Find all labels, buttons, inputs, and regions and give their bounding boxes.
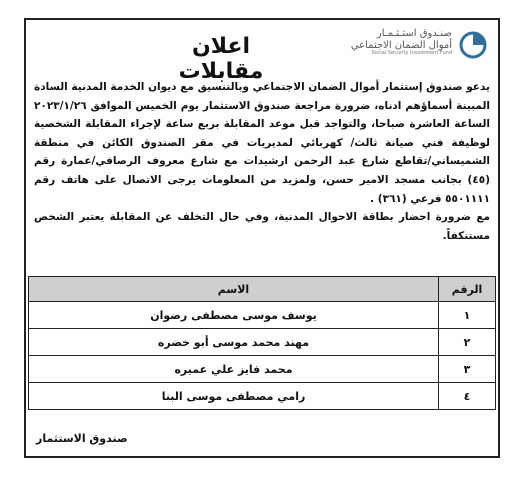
table-row bbox=[29, 302, 496, 329]
column-header-number: الرقم bbox=[439, 277, 496, 302]
table-row bbox=[29, 356, 496, 383]
fund-logo-text bbox=[348, 28, 452, 57]
fund-logo-english-name: Social Security Investment Fund bbox=[371, 50, 452, 56]
fund-logo-name-line1: صنـدوق استـثـمـار bbox=[376, 28, 452, 39]
row-number: ٣ bbox=[439, 356, 496, 383]
row-name: رامي مصطفى موسى البنا bbox=[29, 383, 439, 410]
row-name: مهند محمد موسى أبو خضره bbox=[29, 329, 439, 356]
column-header-name: الاسم bbox=[29, 277, 439, 302]
row-number: ١ bbox=[439, 302, 496, 329]
row-name: محمد فايز علي عميره bbox=[29, 356, 439, 383]
fund-logo bbox=[348, 28, 488, 72]
fund-logo-name-line2: أموال الضمان الاجتماعي bbox=[350, 39, 452, 51]
announcement-paragraph-note: مع ضرورة احضار بطاقة الاحوال المدنية، وفي حال التخلف عن المقابلة يعتبر الشخص مستنكفاً. bbox=[34, 211, 490, 242]
announcement-header bbox=[26, 20, 498, 84]
candidates-table bbox=[28, 276, 496, 410]
announcement-title: اعلان مقابلات bbox=[178, 34, 264, 84]
announcement-paragraph-main: يدعو صندوق إستثمار أموال الضمان الاجتماعي وبالتنسيق مع ديوان الخدمة المدنية السادة المبينة أسماؤهم ادناه، ضرورة مراجعة صندوق الاستثمار يوم الخميس الموافق ٢٠٢٣/١/٢٦ الساعة العاشرة صباحا، والتواجد قبل موعد المقابلة بربع ساعة لإجراء المقابلة الشخصية لوظيفة فني صيانة ثالث/ كهربائي لمديريات في مقر الصندوق الكائن في منطقة الشميساني/تقاطع شارع عبد الرحمن ارشيدات مع شارع معروف الرصافي/عمارة رقم (٤٥) بجانب مسجد الامير حسن، ولمزيد من المعلومات يرجى الاتصال على هاتف رقم ٥٥٠١١١١ فرعي (٣٦١) . bbox=[34, 81, 490, 205]
signature: صندوق الاستثمار bbox=[36, 432, 128, 445]
row-number: ٤ bbox=[439, 383, 496, 410]
row-name: يوسف موسى مصطفى رضوان bbox=[29, 302, 439, 329]
table-row bbox=[29, 383, 496, 410]
fund-logo-icon bbox=[458, 30, 488, 60]
table-header-row bbox=[29, 277, 496, 302]
row-number: ٢ bbox=[439, 329, 496, 356]
announcement-body bbox=[34, 78, 490, 245]
table-row bbox=[29, 329, 496, 356]
announcement-frame bbox=[24, 18, 500, 458]
